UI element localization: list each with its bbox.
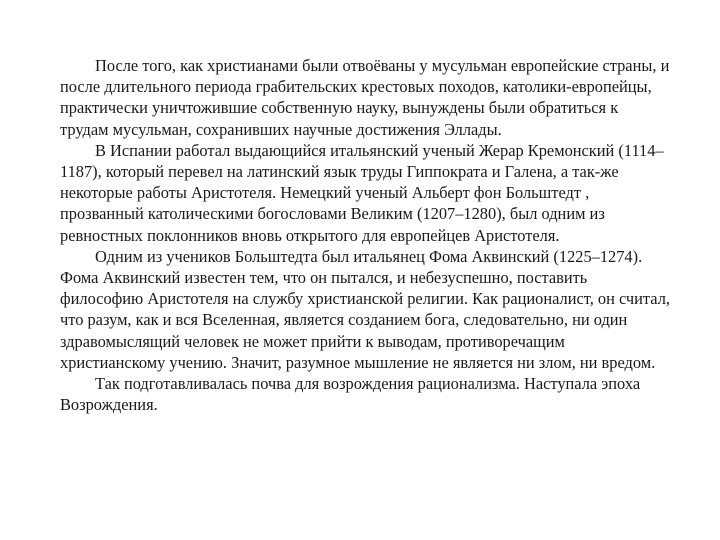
paragraph-gerard-of-cremona: В Испании работал выдающийся итальянский ученый Жерар Кремонский (1114–1187), который перевел на латинский язык труды Гиппократа и Галена, а так-же некоторые работы Аристотеля. Немецкий ученый Альберт фон Больштедт , прозванный католическими богословами Великим (1207–1280), был одним из ревностных поклонников вновь открытого для европейцев Аристотеля.	[60, 140, 664, 245]
body-text	[60, 55, 670, 415]
paragraph-thomas-aquinas: Одним из учеников Больштедта был итальянец Фома Аквинский (1225–1274). Фома Аквинский известен тем, что он пытался, и небезуспешно, поставить философию Аристотеля на службу христианской религии. Как рационалист, он считал, что разум, как и вся Вселенная, является созданием бога, следовательно, ни один здравомыслящий человек не может прийти к выводам, противоречащим христианскому учению. Значит, разумное мышление не является ни злом, ни вредом.	[60, 246, 670, 372]
paragraph-reconquest: После того, как христианами были отвоёваны у мусульман европейские страны, и после длительного периода грабительских крестовых походов, католики-европейцы, практически уничтожившие собственную науку, вынуждены были обратиться к трудам мусульман, сохранивших научные достижения Эллады.	[60, 56, 670, 139]
paragraph-renaissance: Так подготавливалась почва для возрождения рационализма. Наступала эпоха Возрождения.	[60, 374, 641, 415]
